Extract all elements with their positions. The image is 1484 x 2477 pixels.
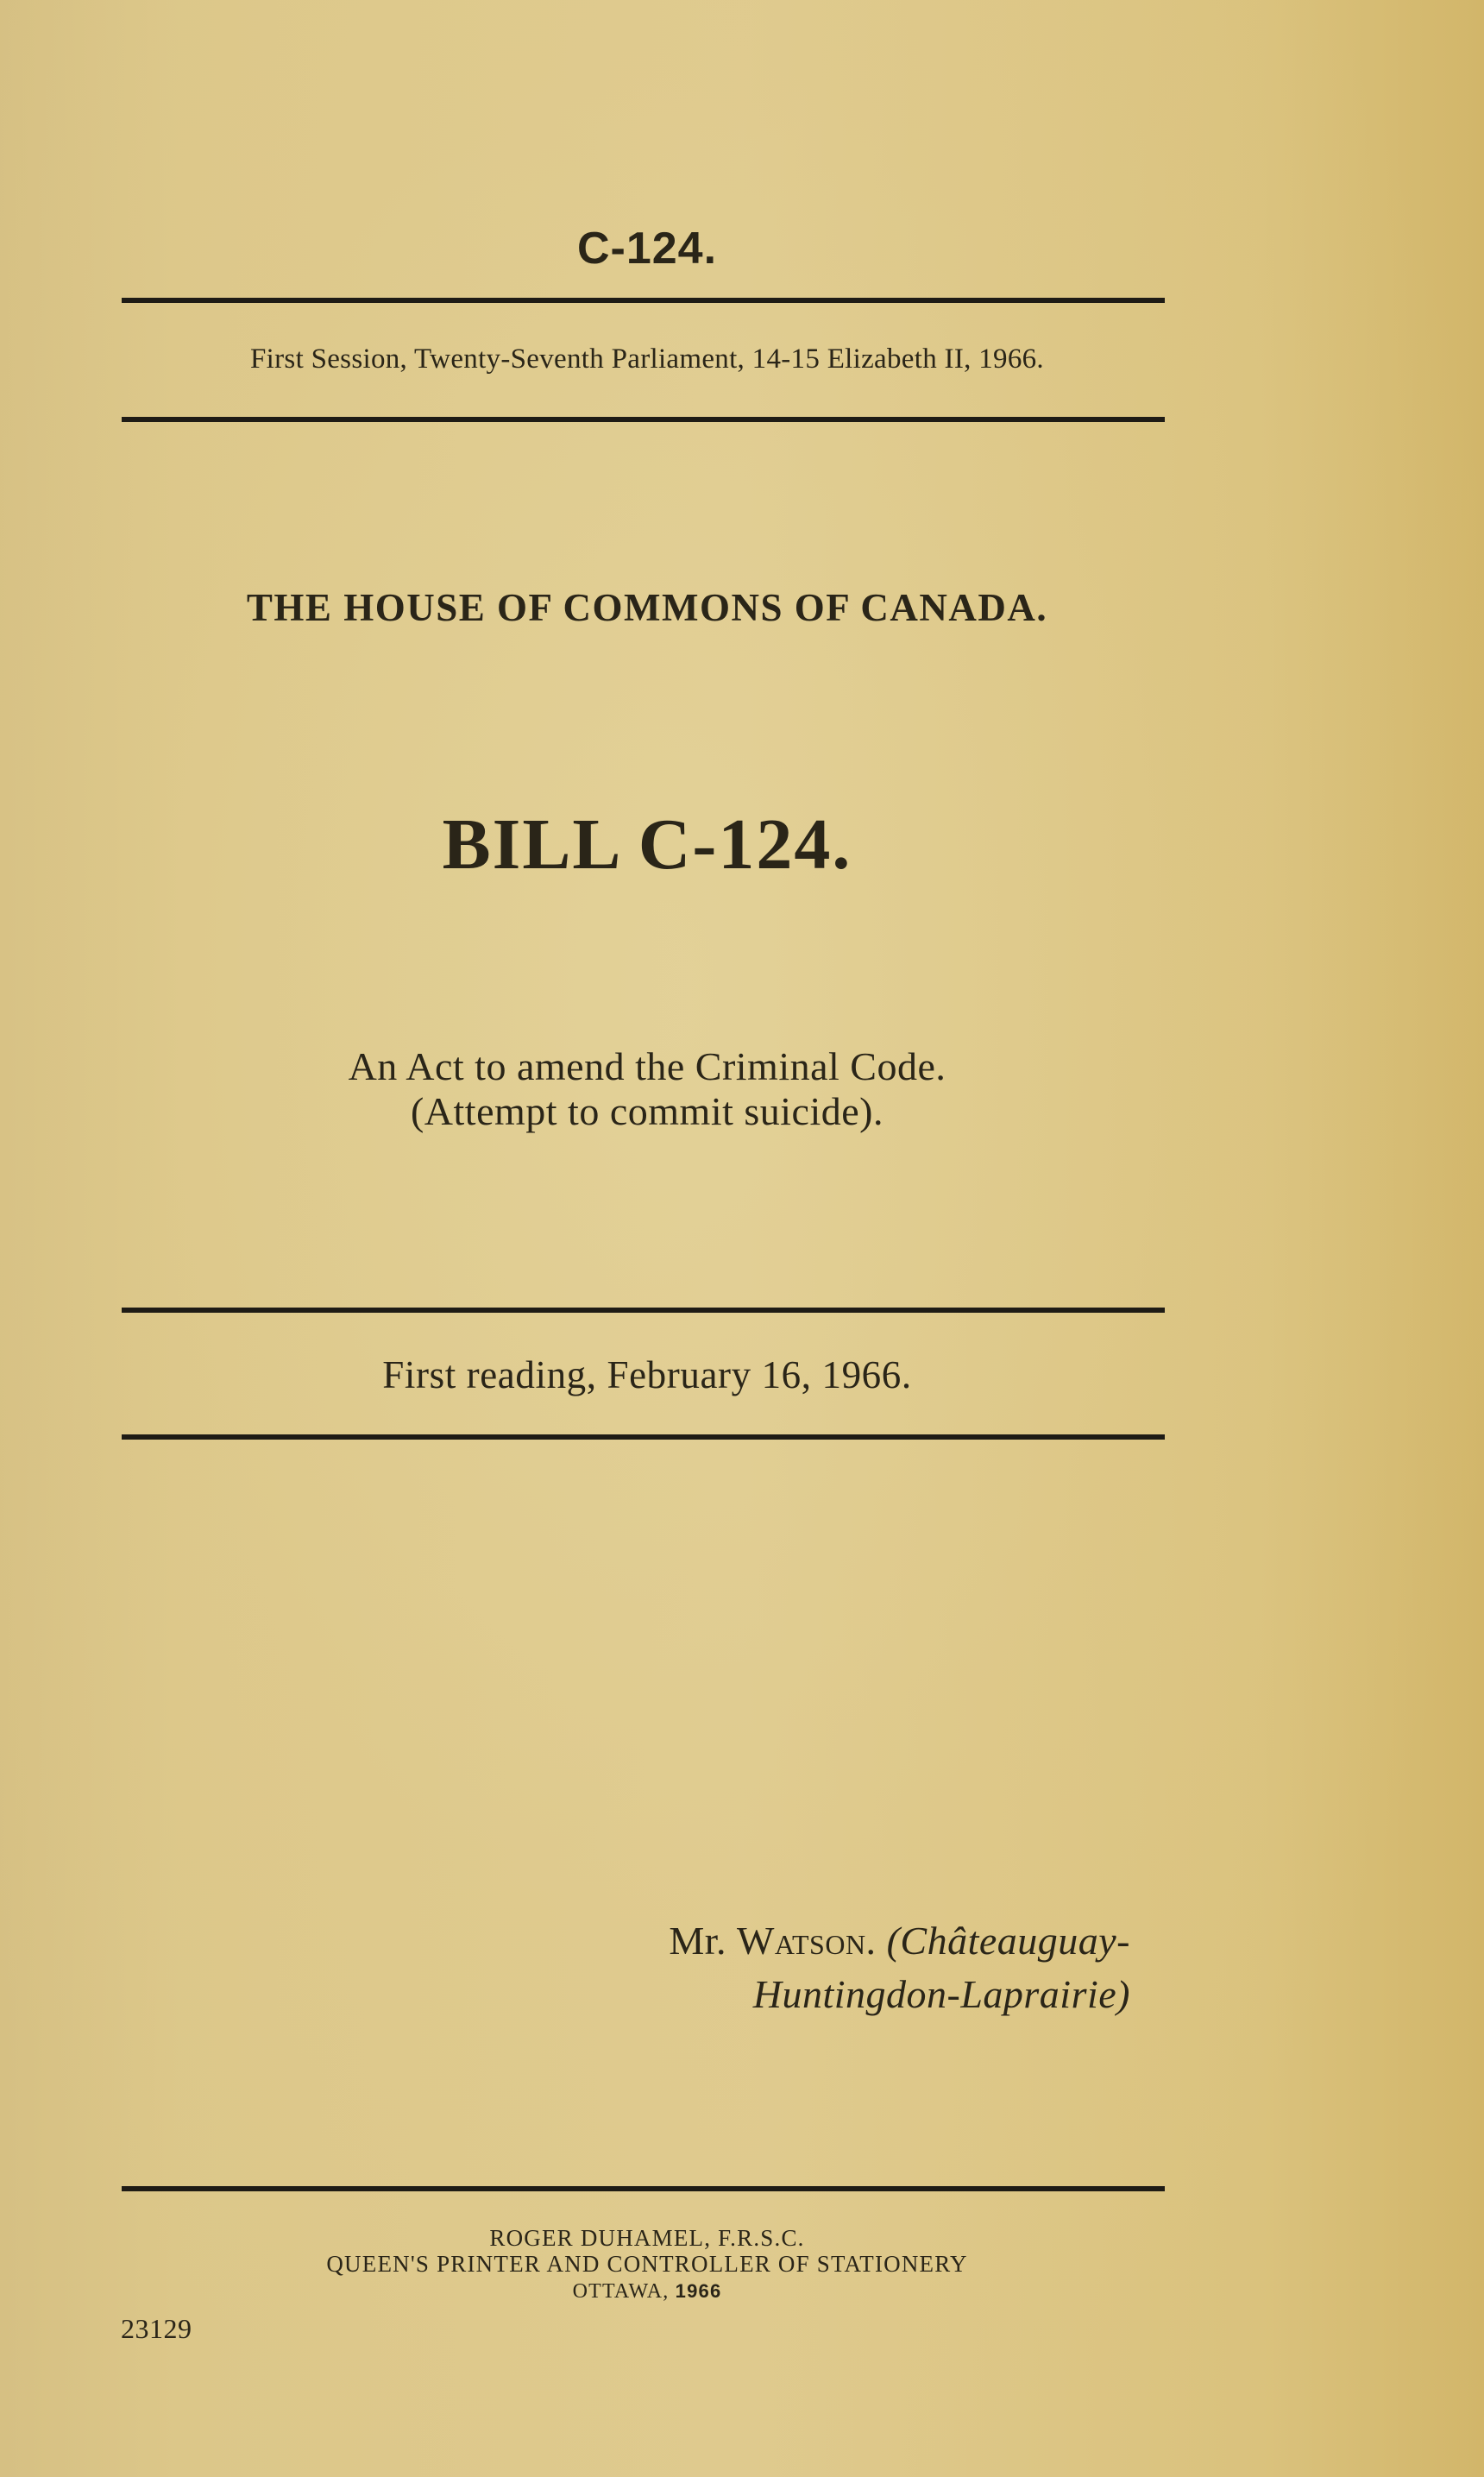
bill-code-header: C-124. — [576, 224, 718, 274]
sponsor-line-1 — [669, 1914, 1130, 1968]
act-title-line-1: An Act to amend the Criminal Code. — [348, 1044, 946, 1088]
session-line: First Session, Twenty-Seventh Parliament, 14-15 Elizabeth II, 1966. — [250, 344, 1044, 375]
imprint-year: 1966 — [675, 2280, 722, 2302]
imprint-rule — [122, 2186, 1165, 2191]
imprint-line-2: QUEEN'S PRINTER AND CONTROLLER OF STATIONERY — [326, 2251, 968, 2277]
bill-title: BILL C-124. — [442, 804, 852, 885]
reading-rule-top — [122, 1308, 1165, 1313]
header-rule-top — [122, 298, 1165, 303]
act-title — [0, 1044, 1294, 1134]
house-title: THE HOUSE OF COMMONS OF CANADA. — [246, 586, 1048, 629]
printer-imprint — [0, 2225, 1294, 2304]
print-number: 23129 — [121, 2313, 192, 2344]
imprint-line-3 — [0, 2277, 1294, 2304]
imprint-city: OTTAWA, — [572, 2280, 676, 2303]
sponsor-prefix: Mr. — [669, 1919, 738, 1963]
sponsor-block — [669, 1914, 1130, 2021]
sponsor-name: Watson. — [737, 1919, 877, 1963]
reading-rule-bottom — [122, 1434, 1165, 1440]
first-reading-date: First reading, February 16, 1966. — [382, 1353, 912, 1396]
sponsor-riding-1: (Châteauguay- — [886, 1919, 1130, 1963]
sponsor-riding-2: Huntingdon-Laprairie) — [752, 1972, 1130, 2016]
imprint-line-1: ROGER DUHAMEL, F.R.S.C. — [489, 2225, 805, 2251]
header-rule-bottom — [122, 417, 1165, 422]
act-title-line-2: (Attempt to commit suicide). — [410, 1089, 883, 1133]
